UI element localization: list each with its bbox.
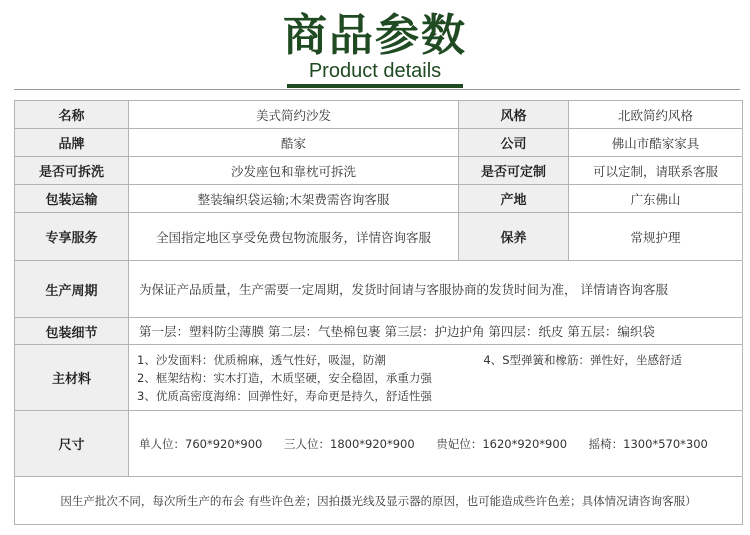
material-item: 3、优质高密度海绵：回弹性好，寿命更是持久，舒适性强	[137, 388, 432, 403]
cycle-value: 为保证产品质量，生产需要一定周期，发货时间请与客服协商的发货时间为准， 详情请咨询客服	[129, 261, 743, 318]
name-value: 美式简约沙发	[129, 101, 459, 129]
table-row	[15, 129, 743, 157]
table-row	[15, 101, 743, 129]
custom-label: 是否可定制	[459, 157, 569, 185]
table-row	[15, 185, 743, 213]
removable-label: 是否可拆洗	[15, 157, 129, 185]
table-row	[15, 213, 743, 261]
style-value: 北欧简约风格	[569, 101, 743, 129]
size-item: 三人位：1800*920*900	[284, 436, 415, 451]
material-label: 主材料	[15, 345, 129, 411]
packaging-label: 包装运输	[15, 185, 129, 213]
divider	[14, 89, 740, 90]
size-label: 尺寸	[15, 411, 129, 477]
size-value	[129, 411, 743, 477]
origin-label: 产地	[459, 185, 569, 213]
company-label: 公司	[459, 129, 569, 157]
title-underline	[287, 84, 463, 88]
pack-detail-value: 第一层：塑料防尘薄膜 第二层：气垫棉包裹 第三层：护边护角 第四层：纸皮 第五层：编织袋	[129, 318, 743, 345]
brand-label: 品牌	[15, 129, 129, 157]
table-row	[15, 477, 743, 525]
material-item: 4、S型弹簧和橡筋：弹性好，坐感舒适	[483, 352, 682, 367]
material-list-right	[483, 351, 682, 405]
size-item: 单人位：760*920*900	[139, 436, 263, 451]
page-title: 商品参数	[283, 10, 467, 61]
company-value: 佛山市酷家家具	[569, 129, 743, 157]
table-row	[15, 411, 743, 477]
pack-detail-label: 包装细节	[15, 318, 129, 345]
size-item: 贵妃位：1620*920*900	[436, 436, 568, 451]
origin-value: 广东佛山	[569, 185, 743, 213]
style-label: 风格	[459, 101, 569, 129]
brand-value: 酷家	[129, 129, 459, 157]
page-subtitle: Product details	[308, 60, 442, 82]
removable-value: 沙发座包和靠枕可拆洗	[129, 157, 459, 185]
material-item: 2、框架结构：实木打造，木质坚硬，安全稳固，承重力强	[137, 370, 432, 385]
material-item: 1、沙发面料：优质棉麻，透气性好，吸湿，防潮	[137, 352, 386, 367]
care-value: 常规护理	[569, 213, 743, 261]
care-label: 保养	[459, 213, 569, 261]
size-item: 摇椅：1300*570*300	[588, 436, 708, 451]
custom-value: 可以定制，请联系客服	[569, 157, 743, 185]
cycle-label: 生产周期	[15, 261, 129, 318]
material-list-left	[137, 351, 432, 405]
table-row	[15, 345, 743, 411]
color-difference-note: 因生产批次不同，每次所生产的布会 有些许色差；因拍摄光线及显示器的原因，也可能造成些许色差；具体情况请咨询客服）	[15, 477, 743, 525]
product-spec-table	[14, 100, 743, 525]
table-row	[15, 157, 743, 185]
name-label: 名称	[15, 101, 129, 129]
table-row	[15, 261, 743, 318]
service-value: 全国指定地区享受免费包物流服务，详情咨询客服	[129, 213, 459, 261]
table-row	[15, 318, 743, 345]
service-label: 专享服务	[15, 213, 129, 261]
packaging-value: 整装编织袋运输;木架费需咨询客服	[129, 185, 459, 213]
material-value	[129, 345, 743, 411]
